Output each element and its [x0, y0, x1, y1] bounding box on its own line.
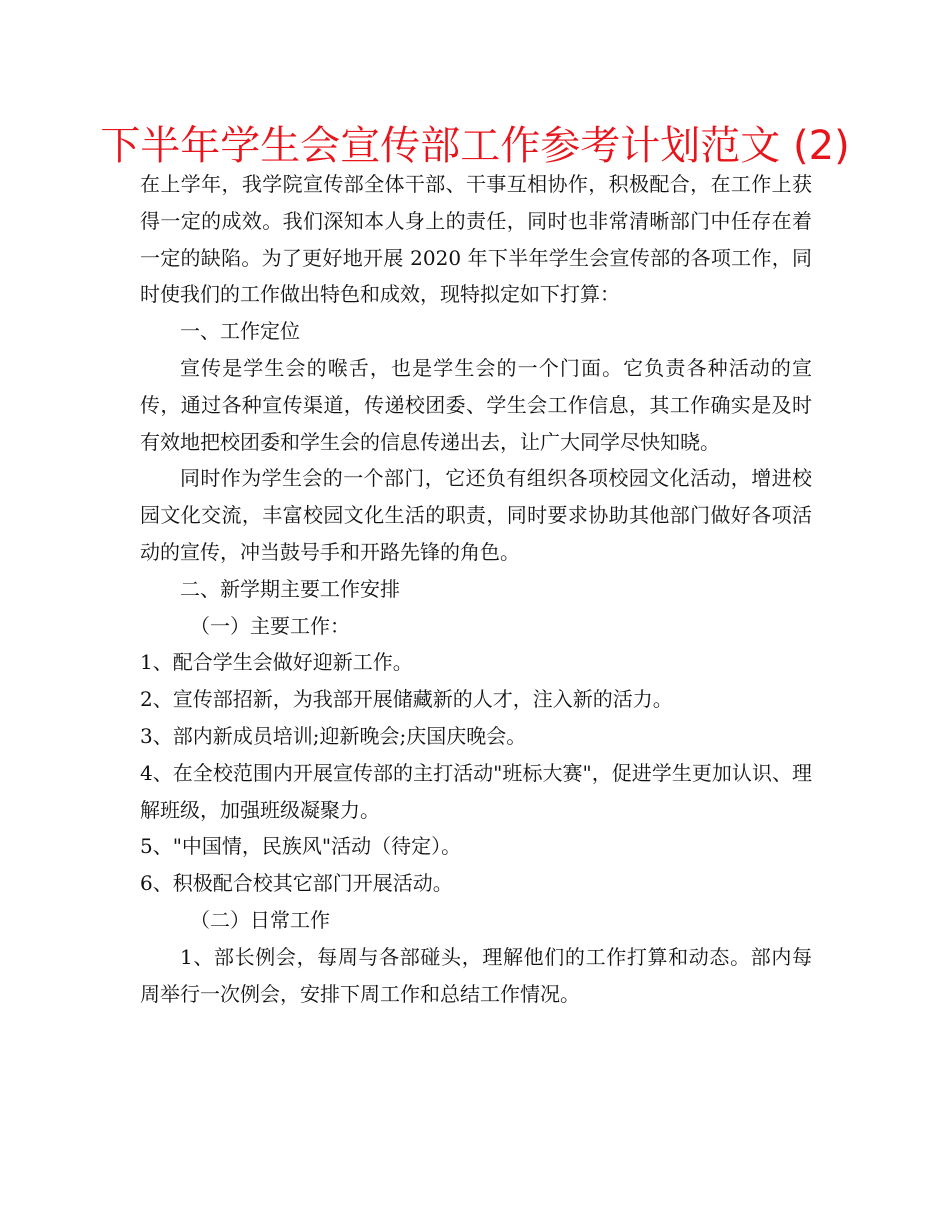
subsection-heading: （一）主要工作：	[190, 613, 350, 638]
body-paragraph: 宣传是学生会的喉舌，也是学生会的一个门面。它负责各种活动的宣传，通过各种宣传渠道，传递校团委、学生会工作信息，其工作确实是及时有效地把校团委和学生会的信息传递出去，让广大同学尽快知晓。	[140, 355, 812, 454]
list-item: 3、部内新成员培训;迎新晚会;庆国庆晚会。	[140, 723, 527, 748]
document-body	[140, 166, 812, 1012]
intro-paragraph: 在上学年，我学院宣传部全体干部、干事互相协作，积极配合，在工作上获得一定的成效。我们深知本人身上的责任，同时也非常清晰部门中任存在着一定的缺陷。为了更好地开展 2020 年下半年学生会宣传部的各项工作，同时使我们的工作做出特色和成效，现特拟定如下打算：	[140, 172, 812, 307]
body-paragraph: 同时作为学生会的一个部门，它还负有组织各项校园文化活动，增进校园文化交流，丰富校园文化生活的职责，同时要求协助其他部门做好各项活动的宣传，冲当鼓号手和开路先锋的角色。	[140, 466, 812, 564]
document-title: 下半年学生会宣传部工作参考计划范文 (2)	[100, 123, 850, 169]
list-item: 4、在全校范围内开展宣传部的主打活动"班标大赛"，促进学生更加认识、理解班级，加强班级凝聚力。	[140, 760, 812, 822]
subsection-heading: （二）日常工作	[190, 907, 330, 932]
list-item: 1、配合学生会做好迎新工作。	[140, 650, 413, 675]
list-item: 2、宣传部招新，为我部开展储藏新的人才，注入新的活力。	[140, 687, 673, 712]
body-paragraph: 1、部长例会，每周与各部碰头，理解他们的工作打算和动态。部内每周举行一次例会，安排下周工作和总结工作情况。	[140, 944, 812, 1006]
list-item: 5、"中国情，民族风"活动（待定）。	[140, 834, 462, 859]
section-heading: 一、工作定位	[180, 319, 300, 344]
section-heading: 二、新学期主要工作安排	[180, 576, 400, 601]
list-item: 6、积极配合校其它部门开展活动。	[140, 871, 453, 896]
